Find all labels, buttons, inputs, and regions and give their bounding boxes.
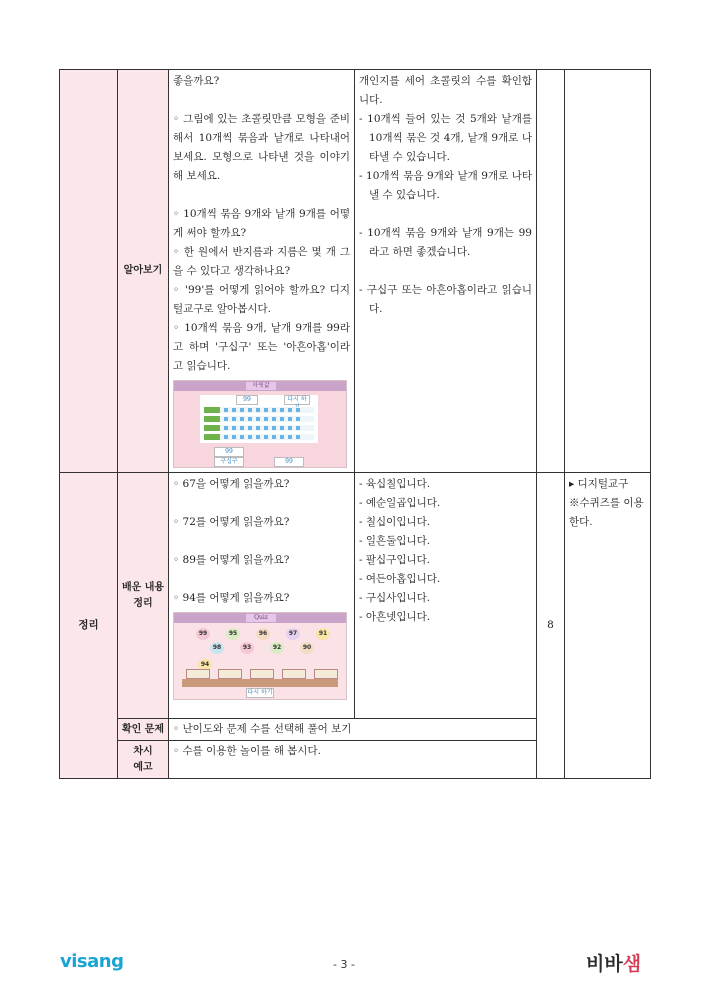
quiz-answer-ball: 94 bbox=[198, 659, 212, 671]
student-line: - 10개씩 들어 있는 것 5개와 낱개를 10개씩 묶은 것 4개, 낱개 9개로 나타낼 수 있습니다. bbox=[359, 113, 532, 163]
sub-label-check: 확인 문제 bbox=[118, 719, 169, 741]
teacher-line: ◦ 89를 어떻게 읽을까요? bbox=[173, 554, 290, 566]
check-text: ◦ 난이도와 문제 수를 선택해 풀어 보기 bbox=[169, 719, 537, 741]
sub-label-next bbox=[118, 741, 169, 779]
screen-value: 99 bbox=[236, 395, 258, 405]
teacher-line: ◦ 72를 어떻게 읽을까요? bbox=[173, 516, 290, 528]
page-number: - 3 - bbox=[333, 958, 355, 971]
screen-value: 99 bbox=[214, 447, 244, 457]
sub-label-line: 예고 bbox=[133, 761, 153, 773]
time-value: 8 bbox=[537, 473, 565, 779]
logo-text-accent: 샘 bbox=[622, 953, 642, 975]
teacher-line: ◦ 한 원에서 반지름과 지름은 몇 개 그을 수 있다고 생각하나요? bbox=[173, 246, 350, 277]
quiz-ball: 92 bbox=[270, 642, 284, 654]
student-line: - 예순일곱입니다. bbox=[359, 497, 441, 509]
student-activity-explore bbox=[355, 70, 537, 473]
teacher-line: 좋을까요? bbox=[173, 75, 220, 87]
quiz-ball: 98 bbox=[210, 642, 224, 654]
quiz-ball: 95 bbox=[226, 628, 240, 640]
screen-value: 구십구 bbox=[214, 457, 244, 467]
stage-cell-empty bbox=[60, 70, 118, 473]
screen-value: 99 bbox=[274, 457, 304, 467]
teacher-line: ◦ 94를 어떻게 읽을까요? bbox=[173, 592, 290, 604]
student-activity-summary bbox=[355, 473, 537, 719]
student-line: - 10개씩 묶음 9개와 낱개 9개는 99라고 하면 좋겠습니다. bbox=[359, 227, 532, 258]
teacher-activity-summary bbox=[169, 473, 355, 719]
visang-logo: visang bbox=[60, 951, 124, 972]
quiz-shelf bbox=[182, 679, 338, 687]
note-line: ▸ 디지털교구 bbox=[569, 478, 629, 490]
student-line: - 칠십이입니다. bbox=[359, 516, 431, 528]
teacher-line: ◦ '99'를 어떻게 읽어야 할까요? 디지털교구로 알아봅시다. bbox=[173, 284, 350, 315]
teacher-line: ◦ 10개씩 묶음 9개와 낱개 9개를 어떻게 써야 할까요? bbox=[173, 208, 350, 239]
quiz-screenshot bbox=[173, 612, 347, 700]
digital-tool-screenshot bbox=[173, 380, 347, 468]
screen-title: 자릿값 bbox=[246, 382, 276, 390]
row-explore bbox=[60, 70, 651, 473]
student-line: - 팔십구입니다. bbox=[359, 554, 431, 566]
student-line: - 육십칠입니다. bbox=[359, 478, 431, 490]
student-line: - 구십사입니다. bbox=[359, 592, 431, 604]
teacher-line: ◦ 10개씩 묶음 9개, 낱개 9개를 99라고 하며 '구십구' 또는 '아흔아홉'이라고 읽습니다. bbox=[173, 322, 350, 372]
quiz-title: Quiz bbox=[246, 614, 276, 622]
sub-label-line: 배운 내용 bbox=[121, 581, 165, 593]
quiz-ball: 97 bbox=[286, 628, 300, 640]
vivasam-logo bbox=[586, 949, 641, 976]
student-line: - 여든아홉입니다. bbox=[359, 573, 441, 585]
sub-label-explore: 알아보기 bbox=[118, 70, 169, 473]
teacher-line: ◦ 그림에 있는 초콜릿만큼 모형을 준비해서 10개씩 묶음과 낱개로 나타내어 보세요. 모형으로 나타낸 것을 이야기해 보세요. bbox=[173, 113, 350, 182]
time-cell-empty bbox=[537, 70, 565, 473]
note-cell bbox=[565, 473, 651, 779]
note-line: ※수퀴즈를 이용한다. bbox=[569, 497, 644, 528]
sub-label-line: 차시 bbox=[133, 745, 153, 757]
student-line: - 일흔둘입니다. bbox=[359, 535, 431, 547]
stage-label-summary: 정리 bbox=[60, 473, 118, 779]
student-line: - 구십구 또는 아흔아홉이라고 읽습니다. bbox=[359, 284, 532, 315]
lesson-plan-table bbox=[59, 69, 651, 779]
quiz-ball: 90 bbox=[300, 642, 314, 654]
teacher-activity-explore bbox=[169, 70, 355, 473]
student-line: - 10개씩 묶음 9개와 낱개 9개로 나타낼 수 있습니다. bbox=[359, 170, 532, 201]
sub-label-line: 정리 bbox=[133, 597, 153, 609]
student-line: - 아흔넷입니다. bbox=[359, 611, 431, 623]
next-text: ◦ 수를 이용한 놀이를 해 봅시다. bbox=[169, 741, 537, 779]
quiz-button: 다시 하기 bbox=[247, 689, 273, 696]
screen-button: 다시 하 bbox=[284, 395, 310, 405]
sub-label-summary bbox=[118, 473, 169, 719]
logo-text: 비바 bbox=[586, 953, 623, 975]
quiz-ball: 96 bbox=[256, 628, 270, 640]
teacher-line: ◦ 67을 어떻게 읽을까요? bbox=[173, 478, 290, 490]
note-cell-empty bbox=[565, 70, 651, 473]
row-summary bbox=[60, 473, 651, 719]
quiz-ball: 99 bbox=[196, 628, 210, 640]
quiz-ball: 91 bbox=[316, 628, 330, 640]
student-line: 개인지를 세어 초콜릿의 수를 확인합니다. bbox=[359, 75, 532, 106]
quiz-ball: 93 bbox=[240, 642, 254, 654]
